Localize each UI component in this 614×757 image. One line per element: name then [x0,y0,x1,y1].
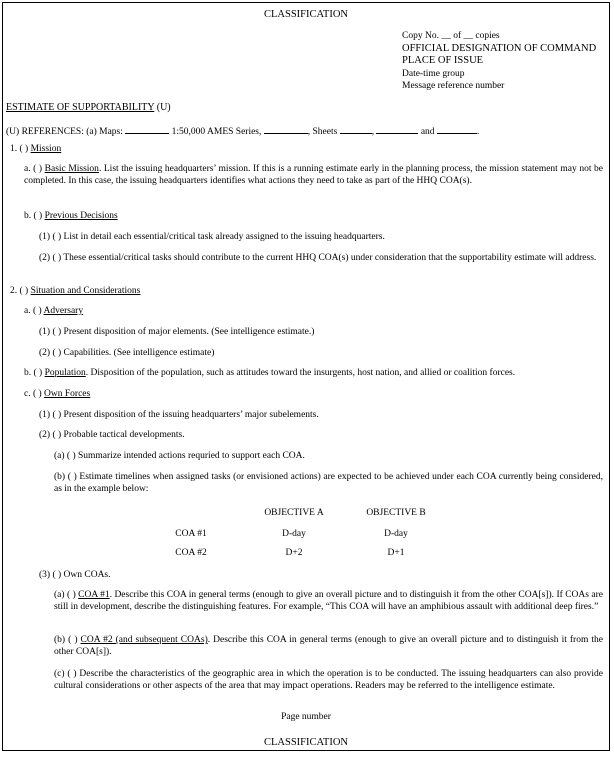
date-time-group: Date-time group [402,68,465,79]
para-1b-heading [24,211,118,223]
para-2a-prefix: a. ( ) [24,306,42,316]
para-2c3a-title: COA #1 [78,590,110,600]
para-2c2b: (b) ( ) Estimate timelines when assigned tasks (or envisioned actions) are expected to be achieved under each COA currently being considered, as in the example below: [54,472,603,494]
table-header-objective-b: OBJECTIVE B [366,508,426,518]
para-2b [24,368,603,380]
series-blank [264,124,308,134]
and-label: and [420,127,435,137]
para-2c-title: Own Forces [44,389,91,399]
para-2b-title: Population [44,368,86,378]
para-1b-title: Previous Decisions [44,211,118,221]
para-1a-text: . List the issuing headquarters’ mission. If this is a running estimate early in the planning process, the mission statement may not be completed. In this case, the issuing headquarters identifies what actions they need to take as part of the HHQ COA(s). [24,164,603,186]
para-2b-prefix: b. ( ) [24,368,43,378]
map-blank [125,124,169,134]
para-2a-heading [24,306,83,318]
official-designation: OFFICIAL DESIGNATION OF COMMAND [402,42,597,54]
para-2c2: (2) ( ) Probable tactical developments. [39,430,185,440]
para-2c3b-title: COA #2 (and subsequent COAs) [80,635,208,645]
section-2-title: Situation and Considerations [30,286,141,296]
table-row-2-objective-b: D+1 [387,548,405,558]
para-2c3a-prefix: (a) ( ) [54,590,76,600]
footer-classification: CLASSIFICATION [263,737,348,748]
message-reference: Message reference number [402,81,505,91]
page-number: Page number [281,712,331,722]
para-2c3c: (c) ( ) Describe the characteristics of the geographic area in which the operation is to be conducted. The issuing headquarters can also provide cultural considerations or other aspects of the area that may impact operations. Readers may be referred to the intelligence estimate. [54,669,603,691]
para-1b-prefix: b. ( ) [24,211,43,221]
para-2a2: (2) ( ) Capabilities. (See intelligence estimate) [39,348,215,358]
section-1-title: Mission [30,144,62,154]
para-2c3a-text: . Describe this COA in general terms (enough to give an overall picture and to distinguish it from the other COA[s]). If COAs are still in development, describe the distinguishing features. For example, “This COA will have an amphibious assault with additional deep fires.” [54,590,603,612]
references-prefix: (U) REFERENCES: (a) Maps: [6,127,123,137]
title-suffix: (U) [154,102,171,113]
para-2c3: (3) ( ) Own COAs. [39,570,111,580]
para-1a-title: Basic Mission [44,164,99,174]
para-1a [24,164,603,187]
sheet-blank-1 [340,124,372,134]
copy-block [402,30,596,93]
para-2c3b [54,635,603,658]
sheets-label: , Sheets [307,127,338,137]
copy-number: Copy No. __ of __ copies [402,31,500,41]
header-classification: CLASSIFICATION [263,9,348,20]
para-2c3a [54,590,603,613]
para-2c1: (1) ( ) Present disposition of the issuing headquarters’ major subelements. [39,410,319,420]
title-text: ESTIMATE OF SUPPORTABILITY [6,102,155,113]
para-1b1: (1) ( ) List in detail each essential/critical task already assigned to the issuing headquarters. [39,232,385,242]
references-period: . [476,127,480,137]
section-2-heading [10,286,140,298]
para-2c2a: (a) ( ) Summarize intended actions requried to support each COA. [54,451,305,461]
map-series: 1:50,000 AMES Series, [171,127,262,137]
para-2c-prefix: c. ( ) [24,389,42,399]
place-of-issue: PLACE OF ISSUE [402,55,484,66]
para-1a-prefix: a. ( ) [24,164,43,174]
para-2a1: (1) ( ) Present disposition of major elements. (See intelligence estimate.) [39,327,315,337]
para-2c-heading [24,389,90,401]
section-1-heading [10,144,61,156]
para-1b2: (2) ( ) These essential/critical tasks should contribute to the current HHQ COA(s) under consideration that the supportability estimate will address. [39,253,597,263]
para-2b-text: . Disposition of the population, such as attitudes toward the insurgents, host nation, and allied or coalition forces. [85,368,516,378]
para-2c3b-prefix: (b) ( ) [54,635,78,645]
table-row-1-coa: COA #1 [175,529,207,539]
sheets-comma: , [371,127,375,137]
para-2c3b-text: . Describe this COA in general terms (enough to give an overall picture and to distinguish it from the other COA[s]). [54,635,603,657]
table-row-1-objective-b: D-day [384,529,408,539]
table-header-objective-a: OBJECTIVE A [264,508,324,518]
document-page [2,2,610,751]
sheet-blank-2 [376,124,418,134]
table-row-2-objective-a: D+2 [285,548,303,558]
section-1-label: 1. ( ) [10,144,29,154]
table-row-2-coa: COA #2 [175,548,207,558]
references-line [6,124,479,139]
section-2-label: 2. ( ) [10,286,29,296]
document-title [6,102,171,114]
sheet-blank-3 [437,124,477,134]
table-row-1-objective-a: D-day [282,529,306,539]
para-2a-title: Adversary [43,306,84,316]
